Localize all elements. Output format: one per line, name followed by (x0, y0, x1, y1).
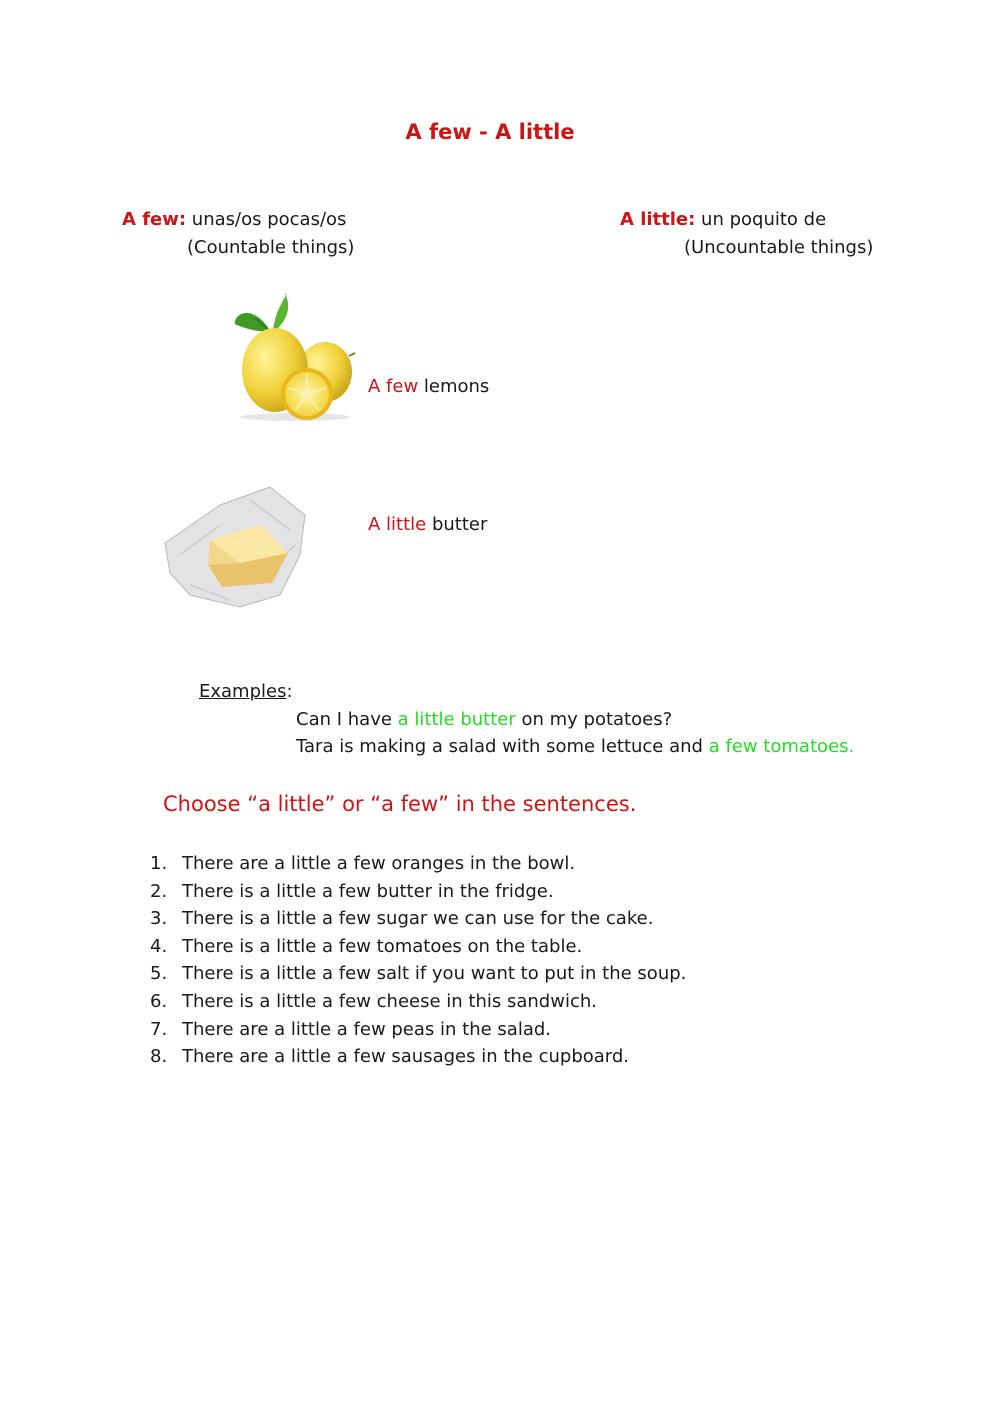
examples-heading (199, 681, 293, 702)
illustration-caption-lemons (368, 376, 489, 397)
exercise-item (150, 878, 686, 906)
caption-noun: lemons (418, 376, 490, 397)
caption-noun: butter (426, 514, 488, 535)
definition-note-uncountable: (Uncountable things) (684, 237, 874, 258)
item-text: There is a little a few sugar we can use for the cake. (182, 908, 654, 930)
item-text: There are a little a few peas in the salad. (182, 1018, 551, 1040)
exercise-list (150, 850, 686, 1071)
example-text: on my potatoes? (515, 709, 673, 730)
item-text: There is a little a few salt if you want to put in the soup. (182, 963, 687, 985)
definition-meaning: un poquito de (695, 209, 827, 230)
definition-a-little (620, 209, 826, 230)
item-number: 5. (150, 963, 168, 985)
lemons-icon (233, 292, 358, 422)
item-number: 8. (150, 1046, 168, 1068)
exercise-item (150, 933, 686, 961)
item-text: There is a little a few cheese in this sandwich. (182, 990, 597, 1012)
definition-note-countable: (Countable things) (187, 237, 355, 258)
definition-meaning: unas/os pocas/os (186, 209, 347, 230)
examples-colon: : (286, 681, 293, 702)
item-text: There are a little a few sausages in the cupboard. (182, 1046, 630, 1068)
exercise-instruction: Choose “a little” or “a few” in the sentences. (163, 792, 637, 816)
item-number: 3. (150, 908, 168, 930)
item-text: There are a little a few oranges in the bowl. (182, 853, 576, 874)
exercise-item (150, 988, 686, 1016)
exercise-item (150, 960, 686, 988)
exercise-item (150, 1043, 686, 1071)
caption-highlight: A few (368, 376, 419, 397)
definition-a-few (122, 209, 346, 230)
example-highlight: a little butter (397, 709, 516, 730)
exercise-item (150, 850, 686, 878)
example-highlight: a few tomatoes. (708, 736, 855, 757)
item-number: 6. (150, 990, 168, 1012)
worksheet-title: A few - A little (405, 120, 575, 144)
exercise-item (150, 905, 686, 933)
item-text: There is a little a few tomatoes on the table. (182, 935, 583, 957)
item-number: 1. (150, 853, 168, 874)
item-number: 7. (150, 1018, 168, 1040)
example-text: Can I have (296, 709, 398, 730)
definition-term: A few: (122, 209, 187, 230)
example-sentence (296, 709, 672, 730)
exercise-item (150, 1016, 686, 1044)
item-number: 4. (150, 935, 168, 957)
examples-label: Examples (199, 681, 287, 702)
item-text: There is a little a few butter in the fridge. (182, 880, 554, 902)
caption-highlight: A little (368, 514, 427, 535)
item-number: 2. (150, 880, 168, 902)
butter-icon (160, 485, 310, 610)
definition-term: A little: (620, 209, 696, 230)
illustration-caption-butter (368, 514, 487, 535)
example-text: Tara is making a salad with some lettuce and (296, 736, 709, 757)
example-sentence (296, 736, 854, 757)
